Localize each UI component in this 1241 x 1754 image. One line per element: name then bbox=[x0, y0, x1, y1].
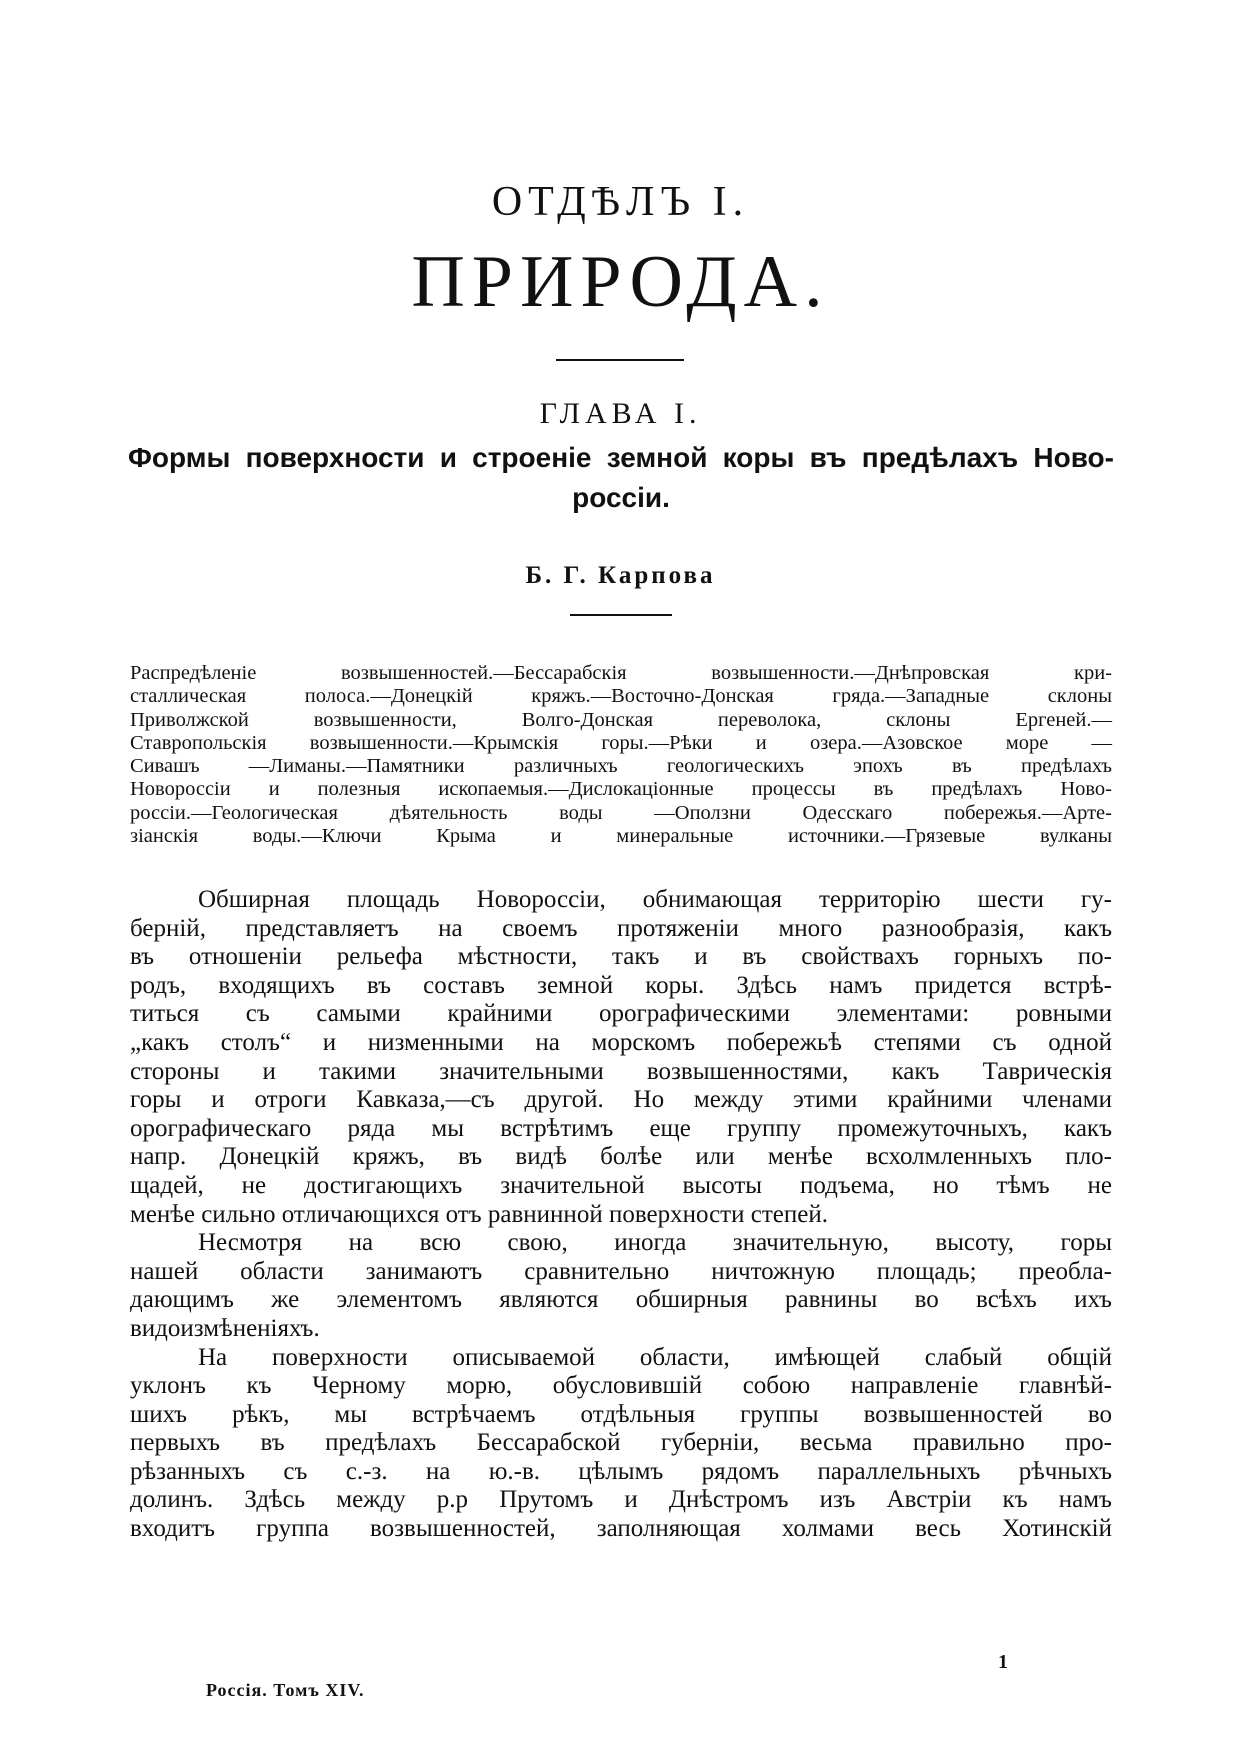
chapter-label: ГЛАВА I. bbox=[539, 397, 702, 430]
body-line: напр. Донецкій кряжъ, въ видѣ болѣе или менѣе всхолмленныхъ пло- bbox=[130, 1143, 1112, 1171]
body-line: уклонъ къ Черному морю, обусловившій собою направленіе главнѣй- bbox=[130, 1372, 1112, 1400]
chapter-summary bbox=[130, 662, 1112, 848]
body-line: Несмотря на всю свою, иногда значительную, высоту, горы bbox=[198, 1229, 1112, 1257]
divider-rule bbox=[556, 359, 684, 361]
summary-line: сталлическая полоса.—Донецкій кряжъ.—Восточно-Донская гряда.—Западные склоны bbox=[130, 685, 1112, 708]
body-line: стороны и такими значительными возвышенностями, какъ Таврическія bbox=[130, 1057, 1112, 1085]
divider-rule bbox=[570, 614, 672, 616]
body-line: Обширная площадь Новороссіи, обнимающая территорію шести гу- bbox=[198, 886, 1112, 913]
author-name: Б. Г. Карпова bbox=[525, 562, 716, 589]
body-line: входитъ группа возвышенностей, заполняющая холмами весь Хотинскій bbox=[130, 1515, 1112, 1543]
body-line: щадей, не достигающихъ значительной высоты подъема, но тѣмъ не bbox=[130, 1171, 1112, 1199]
body-line: въ отношеніи рельефа мѣстности, такъ и въ свойствахъ горныхъ по- bbox=[130, 943, 1112, 971]
body-line: менѣе сильно отличающихся отъ равнинной поверхности степей. bbox=[130, 1200, 828, 1228]
body-line: рѣзанныхъ съ с.-з. на ю.-в. цѣлымъ рядомъ параллельныхъ рѣчныхъ bbox=[130, 1457, 1112, 1485]
body-line: родъ, входящихъ въ составъ земной коры. Здѣсь намъ придется встрѣ- bbox=[130, 971, 1112, 999]
summary-line: россіи.—Геологическая дѣятельность воды —Оползни Одесскаго побережья.—Арте- bbox=[130, 801, 1112, 824]
summary-line: Приволжской возвышенности, Волго-Донская переволока, склоны Ергеней.— bbox=[130, 708, 1112, 731]
page-number: 1 bbox=[998, 1651, 1008, 1673]
summary-line: Распредѣленіе возвышенностей.—Бессарабскія возвышенности.—Днѣпровская кри- bbox=[130, 662, 1112, 684]
body-line: шихъ рѣкъ, мы встрѣчаемъ отдѣльныя группы возвышенностей во bbox=[130, 1400, 1112, 1428]
body-line: На поверхности описываемой области, имѣющей слабый общій bbox=[198, 1343, 1112, 1371]
body-line: первыхъ въ предѣлахъ Бессарабской губерніи, весьма правильно про- bbox=[130, 1429, 1112, 1457]
summary-line: Ставропольскія возвышенности.—Крымскія горы.—Рѣки и озера.—Азовское море — bbox=[130, 731, 1112, 754]
body-line: нашей области занимаютъ сравнительно ничтожную площадь; преобла- bbox=[130, 1257, 1112, 1285]
body-line: горы и отроги Кавказа,—съ другой. Но между этими крайними членами bbox=[130, 1086, 1112, 1114]
chapter-title bbox=[128, 438, 1114, 518]
summary-line: Новороссіи и полезныя ископаемыя.—Дислокаціонные процессы въ предѣлахъ Ново- bbox=[130, 778, 1112, 801]
chapter-title-line: россіи. bbox=[572, 482, 670, 513]
chapter-title-line: Формы поверхности и строеніе земной коры въ предѣлахъ Ново- bbox=[128, 442, 1114, 473]
body-text bbox=[130, 886, 1112, 1544]
footer-signature: Россія. Томъ XIV. bbox=[206, 1680, 365, 1700]
summary-line: Сивашъ —Лиманы.—Памятники различныхъ геологическихъ эпохъ въ предѣлахъ bbox=[130, 755, 1112, 778]
section-label: ОТДѢЛЪ I. bbox=[491, 179, 750, 225]
summary-line: зіанскія воды.—Ключи Крыма и минеральные источники.—Грязевые вулканы bbox=[130, 825, 1112, 848]
body-line: „какъ столъ“ и низменными на морскомъ побережьѣ степями съ одной bbox=[130, 1028, 1112, 1056]
body-line: дающимъ же элементомъ являются обширныя равнины во всѣхъ ихъ bbox=[130, 1286, 1112, 1314]
body-line: долинъ. Здѣсь между р.р Прутомъ и Днѣстромъ изъ Австріи къ намъ bbox=[130, 1486, 1112, 1514]
body-line: титься съ самыми крайними орографическими элементами: ровными bbox=[130, 1000, 1112, 1028]
body-line: видоизмѣненіяхъ. bbox=[130, 1314, 320, 1342]
section-title: ПРИРОДА. bbox=[411, 241, 830, 323]
body-line: берній, представляетъ на своемъ протяженіи много разнообразія, какъ bbox=[130, 914, 1112, 942]
body-line: орографическаго ряда мы встрѣтимъ еще группу промежуточныхъ, какъ bbox=[130, 1114, 1112, 1142]
